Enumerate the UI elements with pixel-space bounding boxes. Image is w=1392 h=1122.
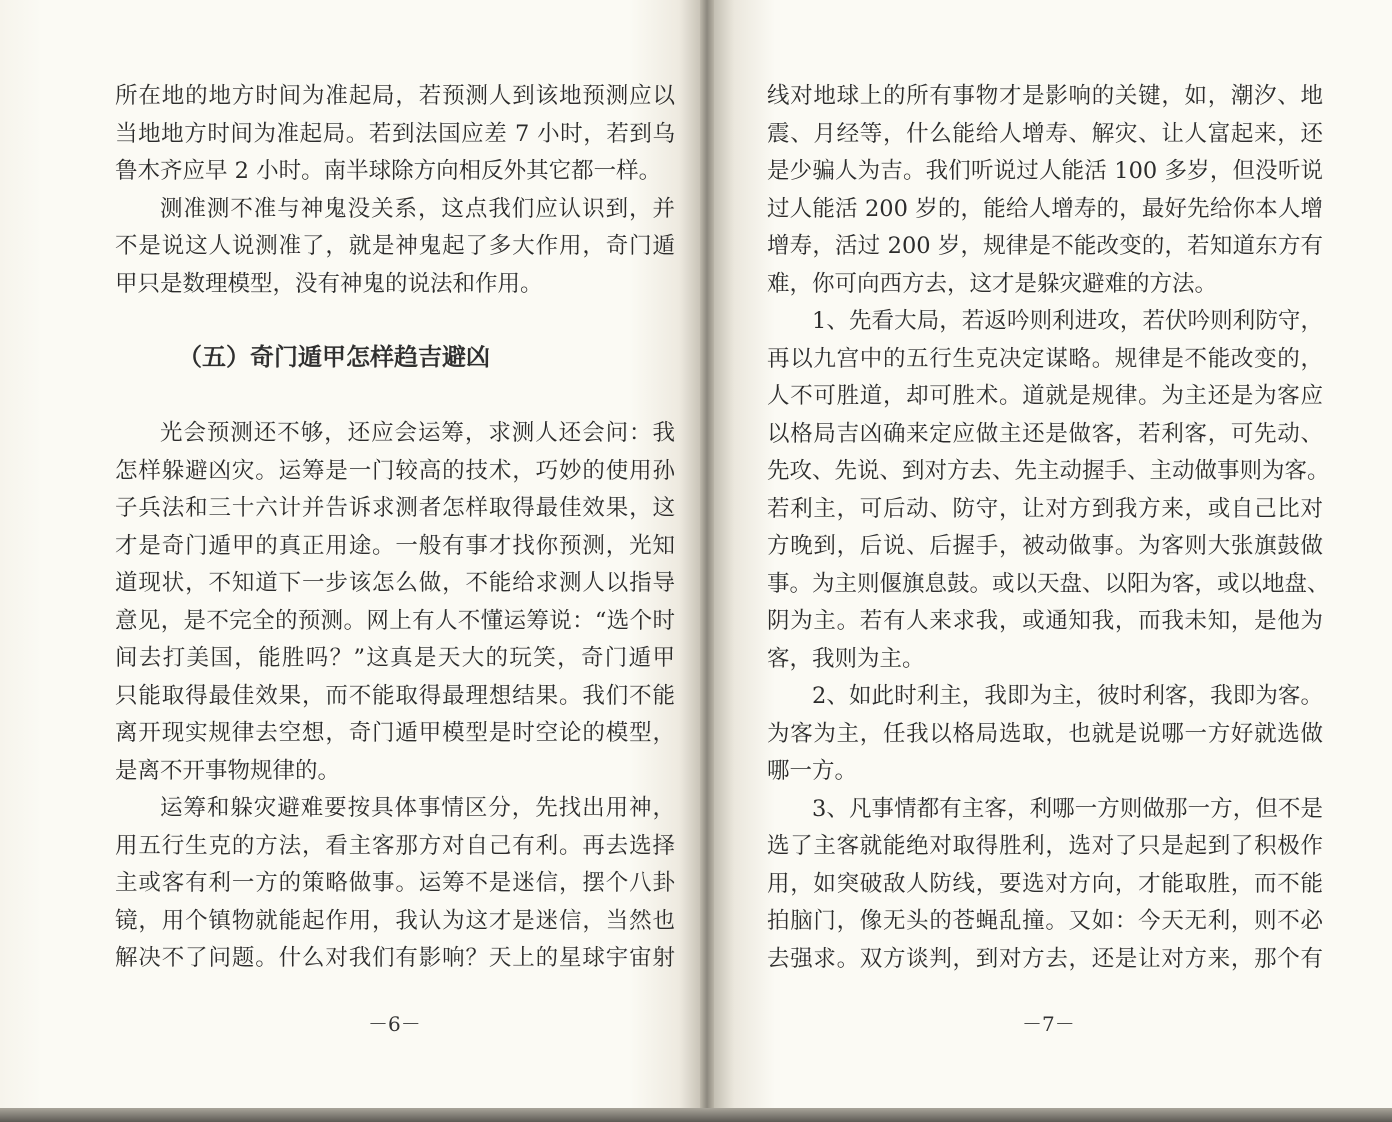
text-line: 解决不了问题。什么对我们有影响？天上的星球宇宙射 [115,945,675,971]
text-line: 所在地的地方时间为准起局，若预测人到该地预测应以 [115,83,675,109]
text-line: 主或客有利一方的策略做事。运筹不是迷信，摆个八卦 [115,870,675,896]
left-paragraph-block-1 [115,78,675,303]
text-line: 若利主，可后动、防守，让对方到我方来，或自己比对 [767,495,1323,522]
text-line: 线对地球上的所有事物才是影响的关键，如，潮汐、地 [767,83,1323,109]
section-heading: （五）奇门遁甲怎样趋吉避凶 [178,343,490,371]
text-line: 意见，是不完全的预测。网上有人不懂运筹说：“选个时 [115,607,675,634]
text-line: 2、如此时利主，我即为主，彼时利客，我即为客。 [812,683,1323,709]
text-line: 以格局吉凶确来定应做主还是做客，若利客，可先动、 [767,420,1323,447]
page-bottom-edge [0,1108,1392,1122]
text-line: 哪一方。 [767,758,858,784]
book-gutter [700,0,714,1108]
text-line: 才是奇门遁甲的真正用途。一般有事才找你预测，光知 [115,532,675,559]
left-paragraph-block-2 [115,415,675,978]
page-number-right: －7－ [1022,1012,1075,1036]
text-line: 1、先看大局，若返吟则利进攻，若伏吟则利防守， [812,308,1323,334]
text-line: 当地地方时间为准起局。若到法国应差 7 小时，若到乌 [115,120,675,147]
page-number-left: －6－ [368,1012,421,1036]
text-line: 为客为主，任我以格局选取，也就是说哪一方好就选做 [767,720,1323,747]
text-line: 再以九宫中的五行生克决定谋略。规律是不能改变的， [767,345,1323,372]
text-line: 阴为主。若有人来求我，或通知我，而我未知，是他为 [767,608,1323,634]
text-line: 先攻、先说、到对方去、先主动握手、主动做事则为客。 [767,458,1330,484]
text-line: 事。为主则偃旗息鼓。或以天盘、以阳为客，或以地盘、 [767,570,1330,597]
text-line: 只能取得最佳效果，而不能取得最理想结果。我们不能 [115,682,675,709]
text-line: 选了主客就能绝对取得胜利，选对了只是起到了积极作 [767,833,1323,859]
text-line: 用五行生克的方法，看主客那方对自己有利。再去选择 [115,832,675,859]
text-line: 是离不开事物规律的。 [115,757,341,784]
text-line: 拍脑门，像无头的苍蝇乱撞。又如：今天无利，则不必 [767,908,1323,934]
text-line: 甲只是数理模型，没有神鬼的说法和作用。 [115,270,543,297]
text-line: 增寿，活过 200 岁，规律是不能改变的，若知道东方有 [767,233,1323,259]
text-line: 不是说这人说测准了，就是神鬼起了多大作用，奇门遁 [115,233,675,259]
text-line: 人不可胜道，却可胜术。道就是规律。为主还是为客应 [767,383,1323,409]
text-line: 子兵法和三十六计并告诉求测者怎样取得最佳效果，这 [115,495,675,521]
text-line: 光会预测还不够，还应会运筹，求测人还会问：我 [160,420,675,446]
text-line: 震、月经等，什么能给人增寿、解灾、让人富起来，还 [767,120,1323,147]
text-line: 用，如突破敌人防线，要选对方向，才能取胜，而不能 [767,870,1323,897]
text-line: 方晚到，后说、后握手，被动做事。为客则大张旗鼓做 [767,533,1323,559]
text-line: 是少骗人为吉。我们听说过人能活 100 多岁，但没听说 [767,158,1323,184]
text-line: 难，你可向西方去，这才是躲灾避难的方法。 [767,270,1218,297]
text-line: 怎样躲避凶灾。运筹是一门较高的技术，巧妙的使用孙 [115,457,675,484]
right-paragraph-block [767,78,1330,978]
text-line: 测准测不准与神鬼没关系，这点我们应认识到，并 [160,195,675,222]
text-line: 过人能活 200 岁的，能给人增寿的，最好先给你本人增 [767,195,1323,222]
text-line: 镜，用个镇物就能起作用，我认为这才是迷信，当然也 [115,907,675,934]
text-line: 道现状，不知道下一步该怎么做，不能给求测人以指导 [115,570,675,596]
text-line: 客，我则为主。 [767,645,925,672]
text-line: 运筹和躲灾避难要按具体事情区分，先找出用神， [160,795,675,821]
text-line: 离开现实规律去空想，奇门遁甲模型是时空论的模型， [115,720,675,746]
text-line: 3、凡事情都有主客，利哪一方则做那一方，但不是 [812,795,1323,822]
text-line: 间去打美国，能胜吗？”这真是天大的玩笑，奇门遁甲 [115,645,675,671]
text-line: 鲁木齐应早 2 小时。南半球除方向相反外其它都一样。 [115,158,662,184]
text-line: 去强求。双方谈判，到对方去，还是让对方来，那个有 [767,945,1323,972]
